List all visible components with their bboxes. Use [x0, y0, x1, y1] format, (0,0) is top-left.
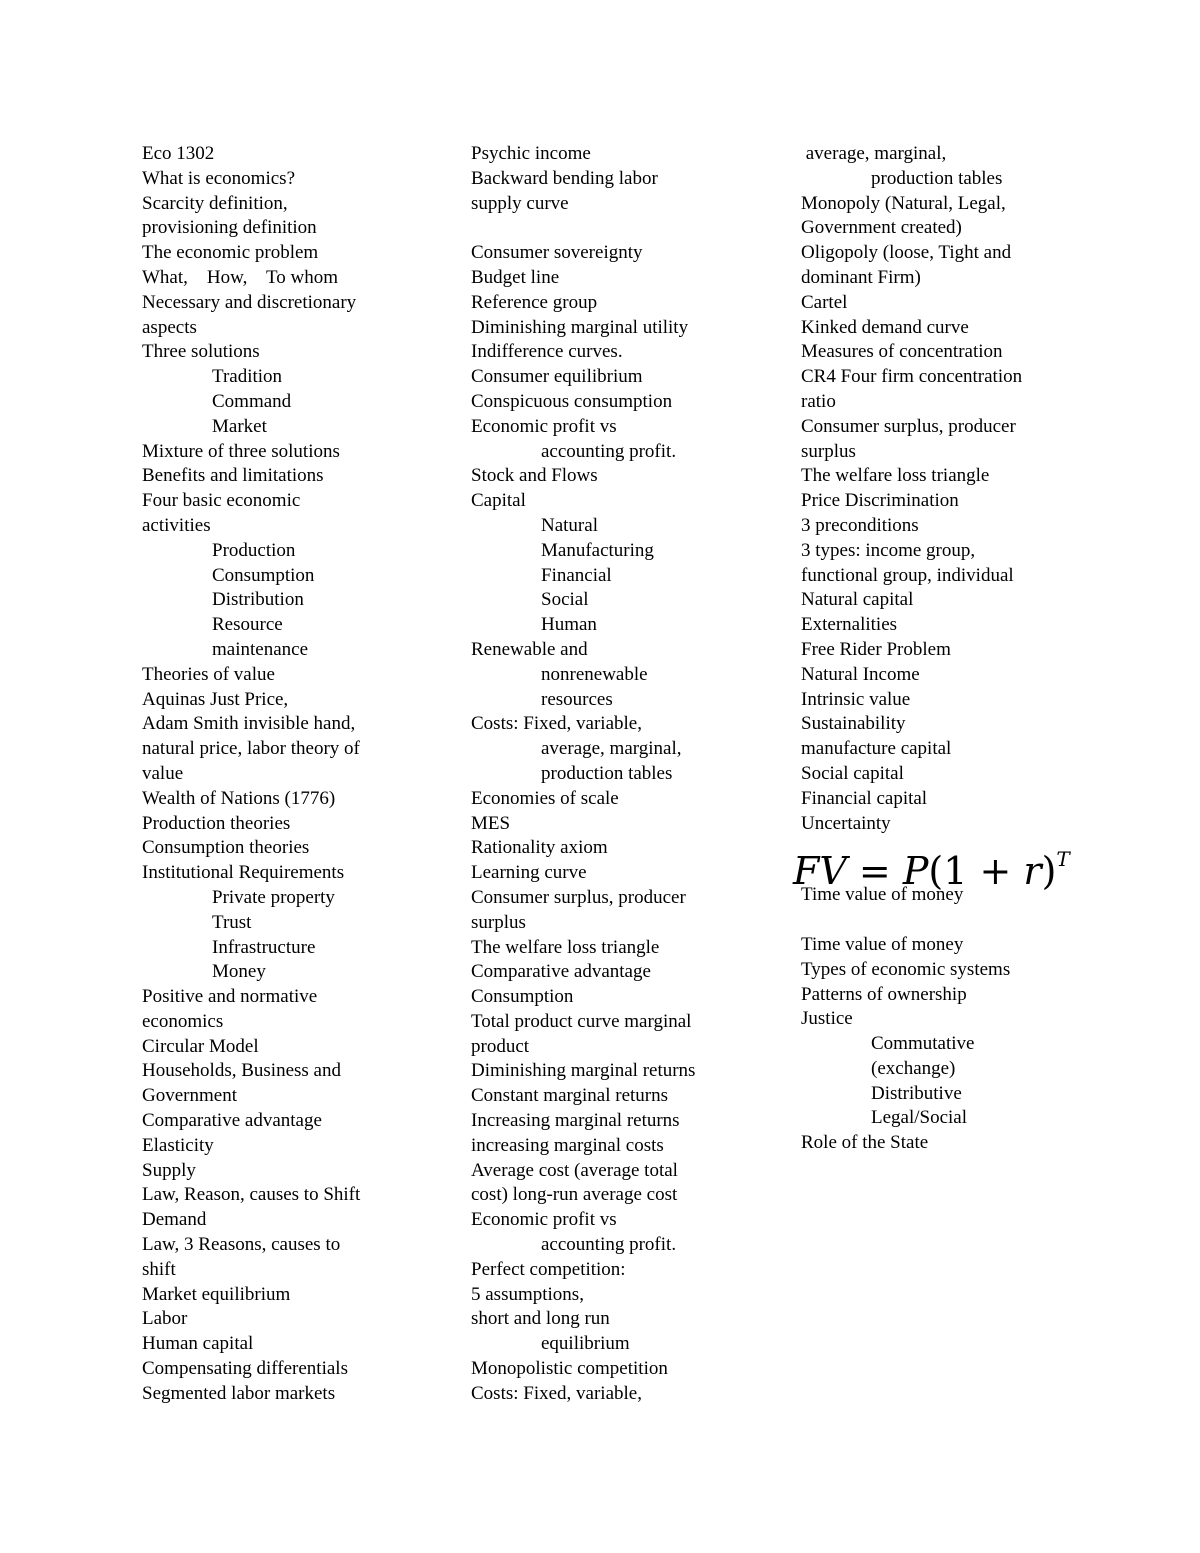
note-line: Comparative advantage — [471, 961, 651, 983]
note-line: Renewable and — [471, 638, 588, 660]
note-line: Kinked demand curve — [801, 316, 969, 338]
note-line: Social — [541, 589, 589, 611]
note-line: Government — [142, 1085, 237, 1107]
note-line: Budget line — [471, 266, 560, 288]
note-line: Uncertainty — [801, 812, 891, 834]
note-line: Distribution — [212, 589, 304, 611]
note-line: Human capital — [142, 1333, 254, 1355]
note-line: Conspicuous consumption — [471, 390, 673, 412]
note-line: shift — [142, 1258, 176, 1280]
future-value-formula — [793, 836, 1101, 894]
note-line: Consumption — [212, 564, 315, 586]
note-line: product — [471, 1035, 530, 1057]
note-line: Mixture of three solutions — [142, 440, 340, 462]
note-line: increasing marginal costs — [471, 1134, 664, 1156]
note-line: Economic profit vs — [471, 415, 617, 437]
note-line: Free Rider Problem — [801, 638, 951, 660]
formula-open-paren: (1 + — [928, 849, 1024, 894]
formula-fv: FV — [793, 849, 847, 894]
note-line: Total product curve marginal — [471, 1010, 692, 1032]
note-line: The welfare loss triangle — [801, 465, 990, 487]
note-line: average, marginal, — [801, 143, 947, 164]
note-line: Monopoly (Natural, Legal, — [801, 192, 1006, 214]
note-line: Psychic income — [471, 143, 591, 164]
note-line: Consumer surplus, producer — [801, 415, 1016, 437]
note-line: Necessary and discretionary — [142, 291, 357, 313]
formula-close-paren: ) — [1041, 849, 1057, 894]
note-line: Oligopoly (loose, Tight and — [801, 242, 1012, 264]
note-line: Average cost (average total — [471, 1159, 678, 1181]
note-line: aspects — [142, 316, 197, 338]
note-line: Four basic economic — [142, 490, 301, 512]
note-line: Price Discrimination — [801, 490, 959, 512]
note-line: The economic problem — [142, 242, 319, 264]
note-line: Natural Income — [801, 663, 920, 685]
note-line: dominant Firm) — [801, 266, 921, 288]
note-line: Benefits and limitations — [142, 465, 324, 487]
formula-equals: = — [846, 849, 903, 894]
note-line: Consumption — [471, 986, 574, 1008]
note-line: Natural — [541, 514, 598, 536]
note-line: Costs: Fixed, variable, — [471, 1382, 642, 1404]
note-line: Trust — [212, 911, 252, 933]
note-line: Role of the State — [801, 1132, 929, 1154]
formula-exponent: T — [1056, 847, 1070, 872]
formula-rate: r — [1023, 849, 1042, 894]
note-line: Time value of money — [801, 884, 964, 906]
note-line: MES — [471, 812, 511, 834]
note-line: accounting profit. — [541, 440, 677, 462]
note-line: Consumer equilibrium — [471, 366, 643, 388]
notes-column-1 — [142, 142, 442, 1407]
note-line: Positive and normative — [142, 986, 318, 1008]
note-line: Economic profit vs — [471, 1209, 617, 1231]
note-line: Types of economic systems — [801, 958, 1011, 980]
note-line: Diminishing marginal utility — [471, 316, 689, 338]
note-line: Cartel — [801, 291, 848, 313]
note-line: Economies of scale — [471, 787, 619, 809]
note-line: Supply — [142, 1159, 196, 1181]
note-line: Stock and Flows — [471, 465, 598, 487]
note-line: 3 preconditions — [801, 514, 919, 536]
note-line: Legal/Social — [871, 1107, 968, 1129]
note-line: Three solutions — [142, 341, 260, 363]
note-line: Increasing marginal returns — [471, 1110, 680, 1132]
note-line: Financial — [541, 564, 612, 586]
note-line: Costs: Fixed, variable, — [471, 713, 642, 735]
note-line: accounting profit. — [541, 1234, 677, 1256]
note-line: Institutional Requirements — [142, 862, 345, 884]
note-line: Consumption theories — [142, 837, 310, 859]
note-line: Perfect competition: — [471, 1258, 626, 1280]
note-line: equilibrium — [541, 1333, 630, 1355]
note-line: Intrinsic value — [801, 688, 911, 710]
note-line: provisioning definition — [142, 217, 317, 239]
note-line: activities — [142, 514, 211, 536]
notes-column-2 — [471, 142, 771, 1407]
note-line: Demand — [142, 1209, 207, 1231]
note-line: cost) long-run average cost — [471, 1184, 678, 1206]
note-line: Sustainability — [801, 713, 906, 735]
note-line: functional group, individual — [801, 564, 1014, 586]
note-line: short and long run — [471, 1308, 610, 1330]
note-line: Rationality axiom — [471, 837, 608, 859]
note-line: nonrenewable — [541, 663, 648, 685]
note-line: maintenance — [212, 638, 309, 660]
note-line: Compensating differentials — [142, 1358, 348, 1380]
note-line: (exchange) — [871, 1057, 956, 1079]
note-line: Production theories — [142, 812, 291, 834]
note-line: Eco 1302 — [142, 143, 215, 164]
note-line: Human — [541, 614, 597, 636]
note-line: production tables — [871, 167, 1003, 189]
note-line: Indifference curves. — [471, 341, 623, 363]
note-line: surplus — [471, 911, 526, 933]
note-line: Market — [212, 415, 267, 437]
note-line: Infrastructure — [212, 936, 316, 958]
note-line: 3 types: income group, — [801, 539, 976, 561]
note-line: Patterns of ownership — [801, 983, 967, 1005]
note-line: Monopolistic competition — [471, 1358, 668, 1380]
note-line: What is economics? — [142, 167, 296, 189]
note-line: Natural capital — [801, 589, 914, 611]
note-line: Circular Model — [142, 1035, 259, 1057]
note-line: supply curve — [471, 192, 569, 214]
note-line: Consumer surplus, producer — [471, 886, 686, 908]
note-line: Resource — [212, 614, 283, 636]
note-line: Diminishing marginal returns — [471, 1060, 696, 1082]
note-line: Justice — [801, 1008, 853, 1030]
note-line: Law, 3 Reasons, causes to — [142, 1234, 341, 1256]
note-line: The welfare loss triangle — [471, 936, 660, 958]
note-line: Reference group — [471, 291, 598, 313]
note-line: Money — [212, 961, 266, 983]
note-line: Tradition — [212, 366, 283, 388]
note-line: surplus — [801, 440, 856, 462]
note-line: Social capital — [801, 762, 904, 784]
note-line: Market equilibrium — [142, 1283, 291, 1305]
note-line: Financial capital — [801, 787, 928, 809]
note-line: ratio — [801, 390, 836, 412]
note-line: 5 assumptions, — [471, 1283, 584, 1305]
note-line: Distributive — [871, 1082, 962, 1104]
note-line: Manufacturing — [541, 539, 654, 561]
note-line: What, How, To whom — [142, 266, 339, 288]
note-line: manufacture capital — [801, 738, 952, 760]
note-line: Wealth of Nations (1776) — [142, 787, 336, 809]
note-line: Comparative advantage — [142, 1110, 322, 1132]
note-line: Government created) — [801, 217, 962, 239]
note-line: Commutative — [871, 1033, 975, 1055]
note-line: Command — [212, 390, 292, 412]
blank-line — [801, 908, 1101, 933]
note-line: Time value of money — [801, 933, 964, 955]
note-line: Segmented labor markets — [142, 1382, 336, 1404]
note-line: Measures of concentration — [801, 341, 1003, 363]
note-line: Consumer sovereignty — [471, 242, 643, 264]
notes-column-3 — [793, 142, 1101, 1156]
note-line: natural price, labor theory of — [142, 738, 360, 760]
note-line: production tables — [541, 762, 673, 784]
note-line: Labor — [142, 1308, 188, 1330]
note-line: Learning curve — [471, 862, 587, 884]
note-line: Private property — [212, 886, 335, 908]
note-line: CR4 Four firm concentration — [801, 366, 1023, 388]
note-line: Adam Smith invisible hand, — [142, 713, 356, 735]
note-line: Capital — [471, 490, 526, 512]
note-line: Externalities — [801, 614, 898, 636]
note-line: Aquinas Just Price, — [142, 688, 289, 710]
formula-principal: P — [902, 849, 929, 894]
blank-line — [471, 216, 771, 241]
note-line: Production — [212, 539, 296, 561]
note-line: average, marginal, — [541, 738, 682, 760]
note-line: Theories of value — [142, 663, 275, 685]
note-line: resources — [541, 688, 613, 710]
note-line: Law, Reason, causes to Shift — [142, 1184, 361, 1206]
note-line: Scarcity definition, — [142, 192, 288, 214]
note-line: Constant marginal returns — [471, 1085, 669, 1107]
note-line: economics — [142, 1010, 224, 1032]
note-line: Households, Business and — [142, 1060, 341, 1082]
note-line: Backward bending labor — [471, 167, 658, 189]
note-line: Elasticity — [142, 1134, 214, 1156]
note-line: value — [142, 762, 184, 784]
